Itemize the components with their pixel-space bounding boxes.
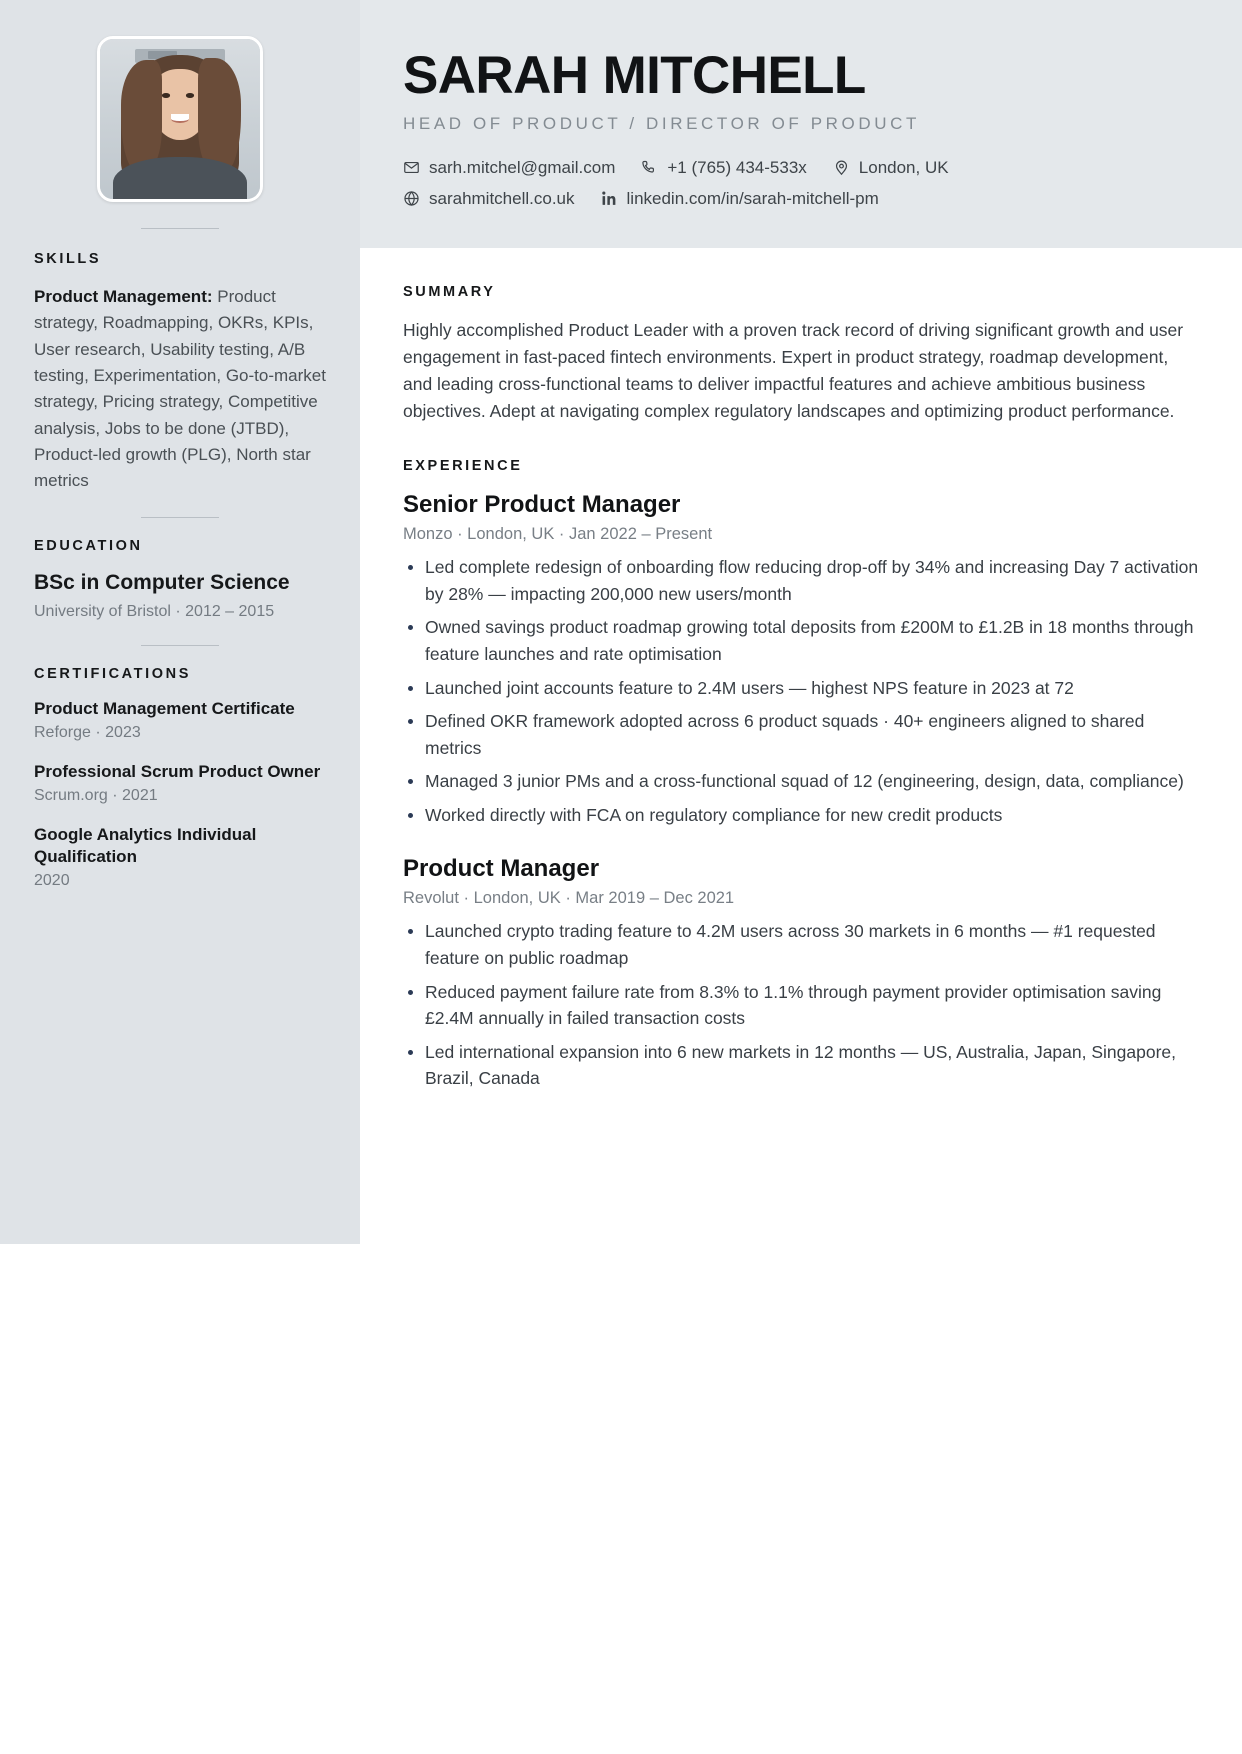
certification-item bbox=[34, 761, 326, 807]
job-role-subtitle: HEAD OF PRODUCT / DIRECTOR OF PRODUCT bbox=[403, 113, 920, 133]
photo-torso bbox=[113, 157, 247, 199]
main-content bbox=[360, 248, 1242, 1099]
linkedin-icon bbox=[601, 190, 618, 207]
job-bullet: Led international expansion into 6 new markets in 12 months — US, Australia, Japan, Singapore, Brazil, Canada bbox=[403, 1039, 1200, 1092]
photo-container bbox=[34, 0, 326, 202]
page-title: SARAH MITCHELL bbox=[403, 46, 866, 105]
certifications-section bbox=[34, 666, 326, 891]
summary-text: Highly accomplished Product Leader with a proven track record of driving significant growth and user engagement in fast-paced fintech environments. Expert in product strategy, roadmap development, and leading cross-functional teams to deliver impactful features and achieve ambitious business objectives. Adept at navigating complex regulatory landscapes and optimizing product performance. bbox=[403, 320, 1184, 422]
location-pin-icon bbox=[833, 159, 850, 176]
job-bullet: Launched joint accounts feature to 2.4M users — highest NPS feature in 2023 at 72 bbox=[403, 675, 1200, 702]
skills-heading: SKILLS bbox=[34, 251, 102, 267]
job-bullet: Launched crypto trading feature to 4.2M users across 30 markets in 6 months — #1 requested feature on public roadmap bbox=[403, 918, 1200, 971]
job-bullet-list bbox=[403, 918, 1200, 1092]
skills-category-label: Product Management: bbox=[34, 287, 213, 306]
job-title: Product Manager bbox=[403, 854, 600, 882]
job-bullet: Managed 3 junior PMs and a cross-functional squad of 12 (engineering, design, data, compliance) bbox=[403, 768, 1200, 795]
job-meta: Revolut · London, UK · Mar 2019 – Dec 2021 bbox=[403, 889, 735, 908]
experience-entry bbox=[403, 855, 1200, 1092]
experience-section bbox=[403, 458, 1200, 1093]
education-meta: University of Bristol · 2012 – 2015 bbox=[34, 603, 275, 620]
photo-hair-right bbox=[198, 58, 241, 173]
photo-hair-left bbox=[121, 60, 163, 172]
skills-items-text: Product strategy, Roadmapping, OKRs, KPIs, User research, Usability testing, A/B testing, Experimentation, Go-to-market strategy, Pricing strategy, Competitive analysis, Jobs to be done (JTBD), Product-led growth (PLG), North star metrics bbox=[34, 287, 326, 491]
education-section bbox=[34, 538, 326, 624]
contact-website[interactable] bbox=[403, 189, 575, 209]
contact-phone[interactable] bbox=[641, 158, 806, 178]
envelope-icon bbox=[403, 159, 420, 176]
certification-item bbox=[34, 698, 326, 744]
photo-eye-right bbox=[186, 93, 194, 97]
contact-linkedin-text: linkedin.com/in/sarah-mitchell-pm bbox=[626, 188, 879, 208]
globe-icon bbox=[403, 190, 420, 207]
photo-eye-left bbox=[162, 93, 170, 97]
certification-meta: Scrum.org · 2021 bbox=[34, 787, 158, 805]
certification-title: Product Management Certificate bbox=[34, 699, 295, 719]
education-degree: BSc in Computer Science bbox=[34, 570, 290, 594]
resume-header bbox=[360, 0, 1242, 248]
certifications-heading: CERTIFICATIONS bbox=[34, 666, 191, 683]
phone-icon bbox=[641, 159, 658, 176]
certification-title: Google Analytics Individual Qualification bbox=[34, 824, 257, 866]
experience-entry bbox=[403, 491, 1200, 829]
job-meta: Monzo · London, UK · Jan 2022 – Present bbox=[403, 525, 713, 544]
job-title: Senior Product Manager bbox=[403, 490, 681, 518]
certification-meta: 2020 bbox=[34, 871, 70, 889]
sidebar bbox=[0, 0, 360, 1244]
avatar bbox=[97, 36, 263, 202]
contact-website-text: sarahmitchell.co.uk bbox=[429, 188, 575, 208]
job-bullet: Owned savings product roadmap growing total deposits from £200M to £1.2B in 18 months through feature launches and rate optimisation bbox=[403, 614, 1200, 667]
certification-item bbox=[34, 824, 326, 892]
sidebar-divider-certifications bbox=[141, 645, 219, 646]
contact-email-text: sarh.mitchel@gmail.com bbox=[429, 157, 616, 177]
job-bullet-list bbox=[403, 554, 1200, 828]
job-bullet: Reduced payment failure rate from 8.3% to 1.1% through payment provider optimisation saving £2.4M annually in failed transaction costs bbox=[403, 979, 1200, 1032]
experience-heading: EXPERIENCE bbox=[403, 457, 523, 474]
photo-mouth bbox=[171, 114, 189, 122]
certification-meta: Reforge · 2023 bbox=[34, 724, 141, 742]
contact-phone-text: +1 (765) 434-533x bbox=[667, 157, 807, 177]
summary-heading: SUMMARY bbox=[403, 284, 496, 300]
contact-linkedin[interactable] bbox=[601, 189, 879, 209]
skills-body bbox=[34, 284, 326, 495]
contact-row-secondary bbox=[403, 189, 1202, 209]
education-heading: EDUCATION bbox=[34, 537, 143, 554]
contact-email[interactable] bbox=[403, 158, 615, 178]
job-bullet: Worked directly with FCA on regulatory compliance for new credit products bbox=[403, 802, 1200, 829]
contact-location-text: London, UK bbox=[858, 157, 949, 177]
certification-title: Professional Scrum Product Owner bbox=[34, 762, 321, 782]
skills-section bbox=[34, 251, 326, 495]
summary-section bbox=[403, 284, 1200, 426]
job-bullet: Defined OKR framework adopted across 6 product squads · 40+ engineers aligned to shared metrics bbox=[403, 708, 1200, 761]
contact-row-primary bbox=[403, 158, 1202, 178]
sidebar-divider-top bbox=[141, 228, 219, 229]
contact-location bbox=[833, 158, 949, 178]
sidebar-divider-education bbox=[141, 517, 219, 518]
job-bullet: Led complete redesign of onboarding flow reducing drop-off by 34% and increasing Day 7 activation by 28% — impacting 200,000 new users/month bbox=[403, 554, 1200, 607]
